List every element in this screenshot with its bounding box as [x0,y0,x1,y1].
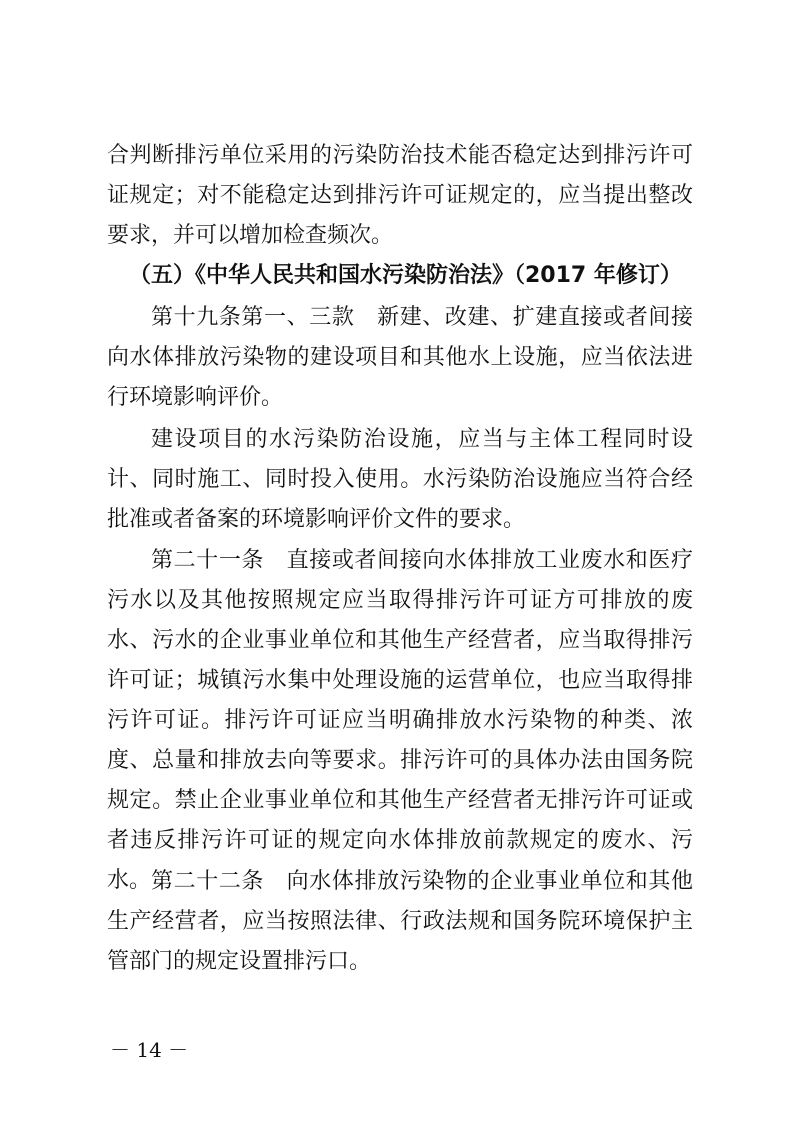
page-number: － 14 － [110,1038,189,1062]
paragraph-article-19: 第十九条第一、三款 新建、改建、扩建直接或者间接向水体排放污染物的建设项目和其他水上设施，应当依法进行环境影响评价。 [107,305,693,410]
section-heading-water-pollution-law: （五）《中华人民共和国水污染防治法》（2017 年修订） [129,263,682,288]
paragraph-article-21: 第二十一条 直接或者间接向水体排放工业废水和医疗污水以及其他按照规定应当取得排污许可证方可排放的废水、污水的企业事业单位和其他生产经营者，应当取得排污许可证；城镇污水集中处理设施的运营单位，也应当取得排污许可证。排污许可证应当明确排放水污染物的种类、浓度、总量和排放去向等要求。排污许可的具体办法由国务院规定。禁止企业事业单位和其他生产经营者无排污许可证或者违反排污许可证的规定向水体排放前款规定的废水、污水。 [107,548,693,893]
paragraph-construction-project: 建设项目的水污染防治设施，应当与主体工程同时设计、同时施工、同时投入使用。水污染防治设施应当符合经批准或者备案的环境影响评价文件的要求。 [107,427,693,532]
paragraph-continuation: 合判断排污单位采用的污染防治技术能否稳定达到排污许可证规定；对不能稳定达到排污许可证规定的，应当提出整改要求，并可以增加检查频次。 [107,143,693,248]
paragraph-article-22: 第二十二条 向水体排放污染物的企业事业单位和其他生产经营者，应当按照法律、行政法规和国务院环境保护主管部门的规定设置排污口。 [107,869,693,974]
